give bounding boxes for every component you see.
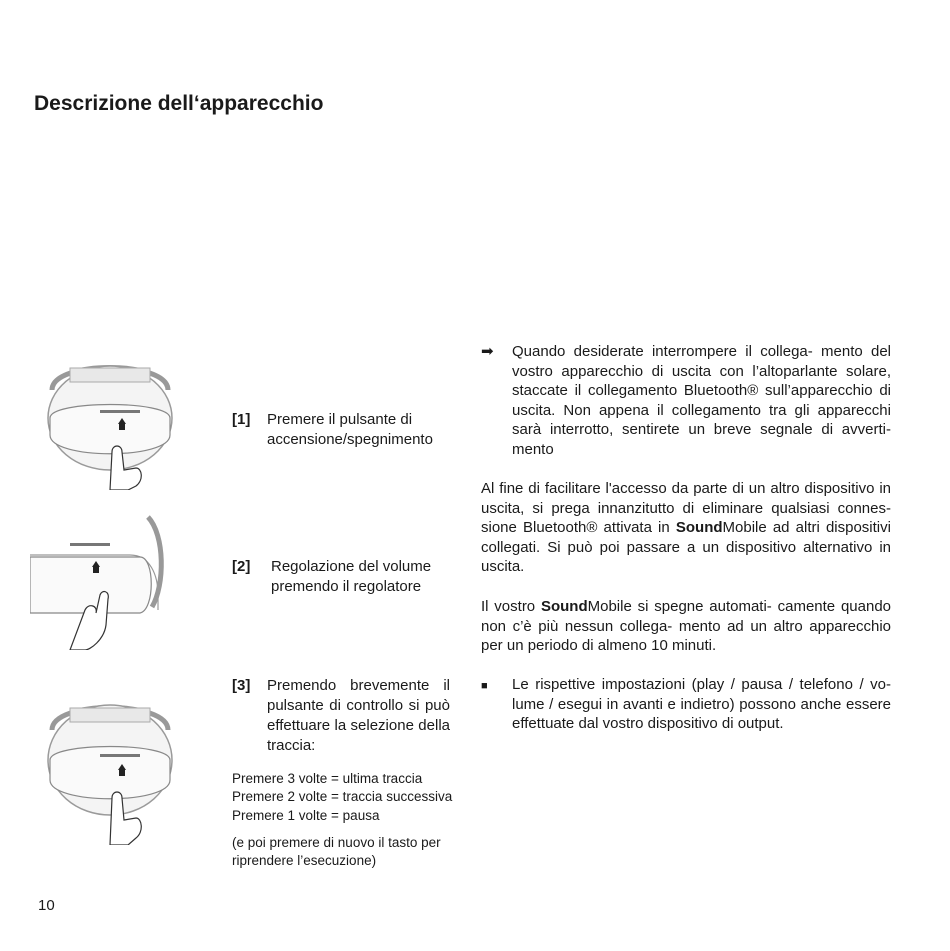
brand-mobile: Mobile — [722, 519, 767, 537]
right-arrow-block — [481, 342, 891, 460]
speaker-illustration-control — [40, 680, 180, 845]
right-square-block — [481, 675, 891, 737]
item-number: [1] — [232, 411, 251, 428]
item-2 — [232, 557, 447, 602]
item-3-line: Premere 3 volte = ultima traccia — [232, 771, 423, 786]
item-3 — [232, 676, 450, 758]
item-3-line: Premere 2 volte = traccia successiva — [232, 789, 453, 804]
arrow-paragraph: Quando desiderate interrompere il collega- mento del vostro apparecchio di uscita con l’altoparlante solare, staccate il collegamento Bluetooth® sull’apparecchio di uscita. Non appena il collegamento tra gli apparecchi sarà interrotto, sentirete un breve segnale di avverti- mento — [512, 343, 891, 458]
paragraph-2-text-end: si spegne automati- camente quando non c’è più nessun collega- mento ad un altro apparecchio per un periodo di almeno 10 minuti. — [481, 598, 891, 655]
page-number: 10 — [38, 897, 55, 914]
item-3-line: Premere 1 volte = pausa — [232, 808, 380, 823]
brand-mobile: Mobile — [587, 598, 632, 615]
item-number: [3] — [232, 677, 251, 694]
brand-sound: Sound — [540, 598, 588, 615]
paragraph-2 — [481, 597, 891, 656]
speaker-illustration-volume — [30, 515, 165, 650]
brand-sound: Sound — [675, 519, 723, 537]
page-title: Descrizione dell‘apparecchio — [34, 92, 324, 115]
item-3-note: (e poi premere di nuovo il tasto per riprendere l’esecuzione) — [232, 835, 441, 868]
square-paragraph: Le rispettive impostazioni (play / pausa / telefono / vo- lume / esegui in avanti e indietro) possono anche essere effettuate dal vostro dispositivo di output. — [512, 676, 891, 733]
paragraph-1 — [481, 479, 891, 577]
paragraph-1-text-end: ad altri dispositivi collegati. Si può poi passare a un dispositivo alternativo in uscita. — [481, 519, 891, 576]
speaker-illustration-power — [40, 340, 180, 490]
item-text: Regolazione del volume premendo il regolatore — [271, 558, 432, 595]
item-1 — [232, 410, 447, 455]
paragraph-1-text: Al fine di facilitare l'accesso da parte di un altro dispositivo in uscita, si prega innanzitutto di eliminare qualsiasi connes- sione Bluetooth® attivata in — [481, 480, 891, 537]
item-text: Premendo brevemente il pulsante di controllo si può effettuare la selezione della traccia: — [267, 677, 450, 754]
item-text: Premere il pulsante di accensione/spegnimento — [267, 411, 433, 448]
arrow-right-bullet-icon: ➡ — [481, 343, 494, 360]
square-bullet-icon: ■ — [481, 680, 488, 692]
item-number: [2] — [232, 558, 251, 575]
paragraph-2-text: Il vostro — [481, 598, 541, 615]
